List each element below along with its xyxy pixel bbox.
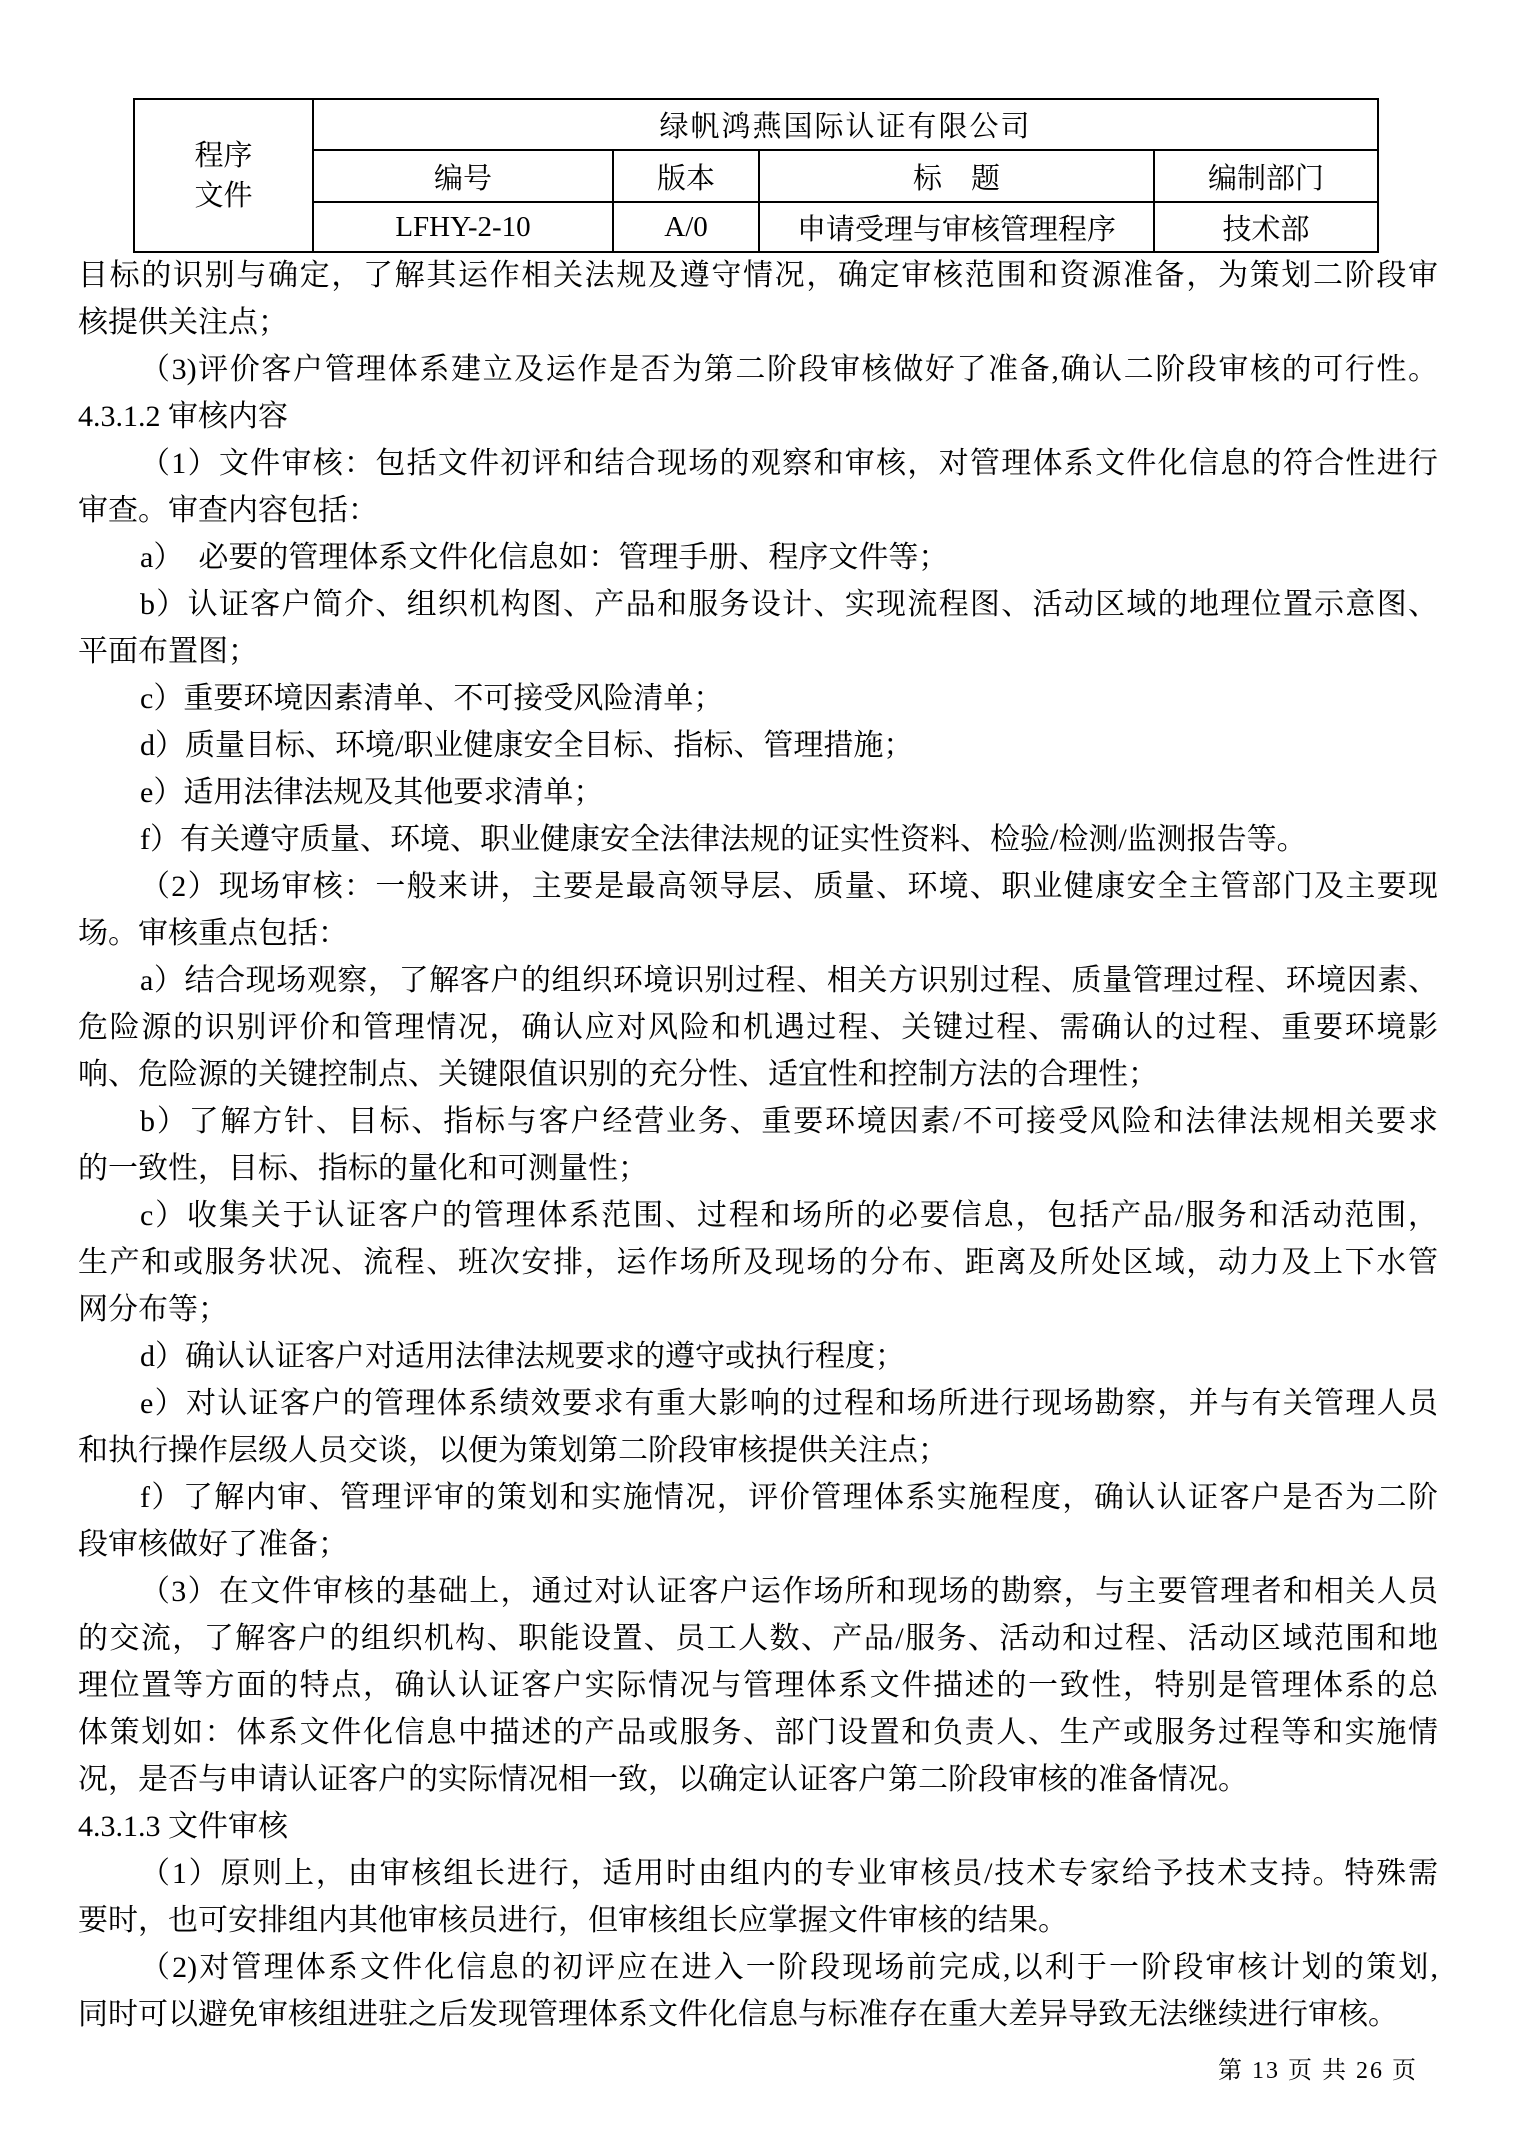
doc-type-line2: 文件: [194, 179, 253, 212]
text-line: e）对认证客户的管理体系绩效要求有重大影响的过程和场所进行现场勘察，并与有关管理人员: [140, 1387, 1438, 1420]
text-line: c）重要环境因素清单、不可接受风险清单；: [140, 682, 724, 715]
text-line: 的交流，了解客户的组织机构、职能设置、员工人数、产品/服务、活动和过程、活动区域范围和地: [78, 1622, 1438, 1655]
doc-title: 申请受理与审核管理程序: [759, 202, 1154, 252]
text-line: d）质量目标、环境/职业健康安全目标、指标、管理措施；: [140, 729, 914, 762]
text-line: （1）文件审核：包括文件初评和结合现场的观察和审核，对管理体系文件化信息的符合性进行: [140, 447, 1438, 480]
text-line: 和执行操作层级人员交谈，以便为策划第二阶段审核提供关注点；: [78, 1434, 948, 1467]
text-line: 目标的识别与确定，了解其运作相关法规及遵守情况，确定审核范围和资源准备，为策划二阶段审: [78, 259, 1438, 292]
text-line: 平面布置图；: [78, 635, 258, 668]
text-line: 段审核做好了准备；: [78, 1528, 348, 1561]
text-line: 响、危险源的关键控制点、关键限值识别的充分性、适宜性和控制方法的合理性；: [78, 1058, 1158, 1091]
text-line: （3)评价客户管理体系建立及运作是否为第二阶段审核做好了准备,确认二阶段审核的可行性。: [140, 353, 1438, 386]
text-line: d）确认认证客户对适用法律法规要求的遵守或执行程度；: [140, 1340, 905, 1373]
text-line: b）认证客户简介、组织机构图、产品和服务设计、实现流程图、活动区域的地理位置示意图、: [140, 588, 1438, 621]
text-line: a）结合现场观察，了解客户的组织环境识别过程、相关方识别过程、质量管理过程、环境因素、: [140, 964, 1438, 997]
col-label-code: 编号: [313, 150, 613, 202]
col-label-version: 版本: [613, 150, 759, 202]
text-line: 理位置等方面的特点，确认认证客户实际情况与管理体系文件描述的一致性，特别是管理体系的总: [78, 1669, 1438, 1702]
page-footer: [1218, 2050, 1418, 2085]
col-label-dept: 编制部门: [1154, 150, 1378, 202]
text-line: 审查。审查内容包括：: [78, 494, 378, 527]
text-line: 4.3.1.3 文件审核: [78, 1810, 288, 1843]
text-line: （1）原则上，由审核组长进行，适用时由组内的专业审核员/技术专家给予技术支持。特殊需: [140, 1857, 1438, 1890]
doc-version: A/0: [613, 202, 759, 252]
page-number: 第 13 页 共 26 页: [1218, 2058, 1418, 2084]
doc-type-cell: [134, 99, 313, 252]
text-line: b）了解方针、目标、指标与客户经营业务、重要环境因素/不可接受风险和法律法规相关要求: [140, 1105, 1438, 1138]
document-header-table: [133, 98, 1379, 253]
doc-code: LFHY-2-10: [313, 202, 613, 252]
header-row-company: [134, 99, 1378, 150]
text-line: 生产和或服务状况、流程、班次安排，运作场所及现场的分布、距离及所处区域，动力及上下水管: [78, 1246, 1438, 1279]
text-line: 的一致性，目标、指标的量化和可测量性；: [78, 1152, 648, 1185]
text-line: （3）在文件审核的基础上，通过对认证客户运作场所和现场的勘察，与主要管理者和相关人员: [140, 1575, 1438, 1608]
text-line: （2)对管理体系文件化信息的初评应在进入一阶段现场前完成,以利于一阶段审核计划的策划,: [140, 1951, 1438, 1984]
text-line: 场。审核重点包括：: [78, 917, 348, 950]
text-line: 4.3.1.2 审核内容: [78, 400, 288, 433]
document-body: [78, 252, 1438, 2038]
text-line: 况，是否与申请认证客户的实际情况相一致，以确定认证客户第二阶段审核的准备情况。: [78, 1763, 1248, 1796]
doc-type-line1: 程序: [194, 139, 253, 172]
text-line: 核提供关注点；: [78, 306, 288, 339]
text-line: c）收集关于认证客户的管理体系范围、过程和场所的必要信息，包括产品/服务和活动范围，: [140, 1199, 1438, 1232]
text-line: f）了解内审、管理评审的策划和实施情况，评价管理体系实施程度，确认认证客户是否为二阶: [140, 1481, 1438, 1514]
col-label-title: 标 题: [759, 150, 1154, 202]
company-name: 绿帆鸿燕国际认证有限公司: [313, 99, 1378, 150]
doc-dept: 技术部: [1154, 202, 1378, 252]
text-line: f）有关遵守质量、环境、职业健康安全法律法规的证实性资料、检验/检测/监测报告等。: [140, 823, 1307, 856]
text-line: a） 必要的管理体系文件化信息如：管理手册、程序文件等；: [140, 541, 949, 574]
text-line: 网分布等；: [78, 1293, 228, 1326]
text-line: 同时可以避免审核组进驻之后发现管理体系文件化信息与标准存在重大差异导致无法继续进行审核。: [78, 1998, 1398, 2031]
text-line: 危险源的识别评价和管理情况，确认应对风险和机遇过程、关键过程、需确认的过程、重要环境影: [78, 1011, 1438, 1044]
text-line: e）适用法律法规及其他要求清单；: [140, 776, 604, 809]
text-line: 要时，也可安排组内其他审核员进行，但审核组长应掌握文件审核的结果。: [78, 1904, 1068, 1937]
text-line: （2）现场审核：一般来讲，主要是最高领导层、质量、环境、职业健康安全主管部门及主要现: [140, 870, 1438, 903]
text-line: 体策划如：体系文件化信息中描述的产品或服务、部门设置和负责人、生产或服务过程等和实施情: [78, 1716, 1438, 1749]
header-row-values: [134, 202, 1378, 252]
header-row-labels: [134, 150, 1378, 202]
